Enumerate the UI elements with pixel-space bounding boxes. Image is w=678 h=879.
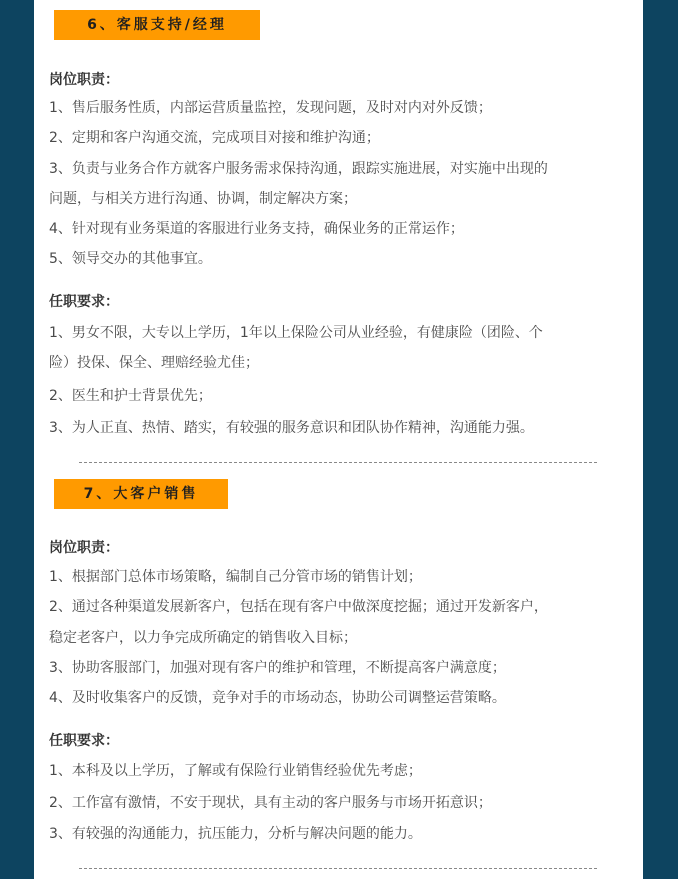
- section-6-requirement-line: 2、医生和护士背景优先；: [49, 388, 212, 404]
- section-6-requirement-line: 3、为人正直、热情、踏实，有较强的服务意识和团队协作精神，沟通能力强。: [49, 420, 534, 436]
- section-6-requirement-line: 1、男女不限，大专以上学历，1年以上保险公司从业经验，有健康险（团险、个: [49, 325, 543, 341]
- section-7-duties-title: 岗位职责：: [49, 540, 119, 556]
- section-7-requirement-line: 3、有较强的沟通能力，抗压能力，分析与解决问题的能力。: [49, 826, 422, 842]
- section-6-requirement-line: 险）投保、保全、理赔经验尤佳；: [49, 355, 259, 371]
- section-7-requirement-line: 2、工作富有激情，不安于现状，具有主动的客户服务与市场开拓意识；: [49, 795, 492, 811]
- section-7-duty-line: 稳定老客户，以力争完成所确定的销售收入目标；: [49, 630, 357, 646]
- section-6-duty-line: 4、针对现有业务渠道的客服进行业务支持，确保业务的正常运作；: [49, 221, 464, 237]
- section-6-duty-line: 2、定期和客户沟通交流，完成项目对接和维护沟通；: [49, 130, 380, 146]
- section-7-duty-line: 2、通过各种渠道发展新客户，包括在现有客户中做深度挖掘；通过开发新客户，: [49, 599, 548, 615]
- section-divider: [79, 462, 597, 463]
- section-7-duty-line: 1、根据部门总体市场策略，编制自己分管市场的销售计划；: [49, 569, 422, 585]
- section-7-requirements-title: 任职要求：: [49, 733, 119, 749]
- section-6-duty-line: 问题，与相关方进行沟通、协调，制定解决方案；: [49, 191, 357, 207]
- section-7-duty-line: 3、协助客服部门，加强对现有客户的维护和管理，不断提高客户满意度；: [49, 660, 506, 676]
- section-6-duty-line: 1、售后服务性质，内部运营质量监控，发现问题，及时对内对外反馈；: [49, 100, 492, 116]
- section-divider: [79, 868, 597, 869]
- section-6-requirements-title: 任职要求：: [49, 294, 119, 310]
- section-7-header: 7、大客户销售: [54, 479, 228, 509]
- section-6-header: 6、客服支持/经理: [54, 10, 260, 40]
- section-6-duties-title: 岗位职责：: [49, 72, 119, 88]
- content-card: [34, 0, 643, 879]
- section-6-duty-line: 5、领导交办的其他事宜。: [49, 251, 212, 267]
- section-7-duty-line: 4、及时收集客户的反馈，竞争对手的市场动态，协助公司调整运营策略。: [49, 690, 506, 706]
- section-6-duty-line: 3、负责与业务合作方就客户服务需求保持沟通，跟踪实施进展，对实施中出现的: [49, 161, 548, 177]
- section-7-requirement-line: 1、本科及以上学历，了解或有保险行业销售经验优先考虑；: [49, 763, 422, 779]
